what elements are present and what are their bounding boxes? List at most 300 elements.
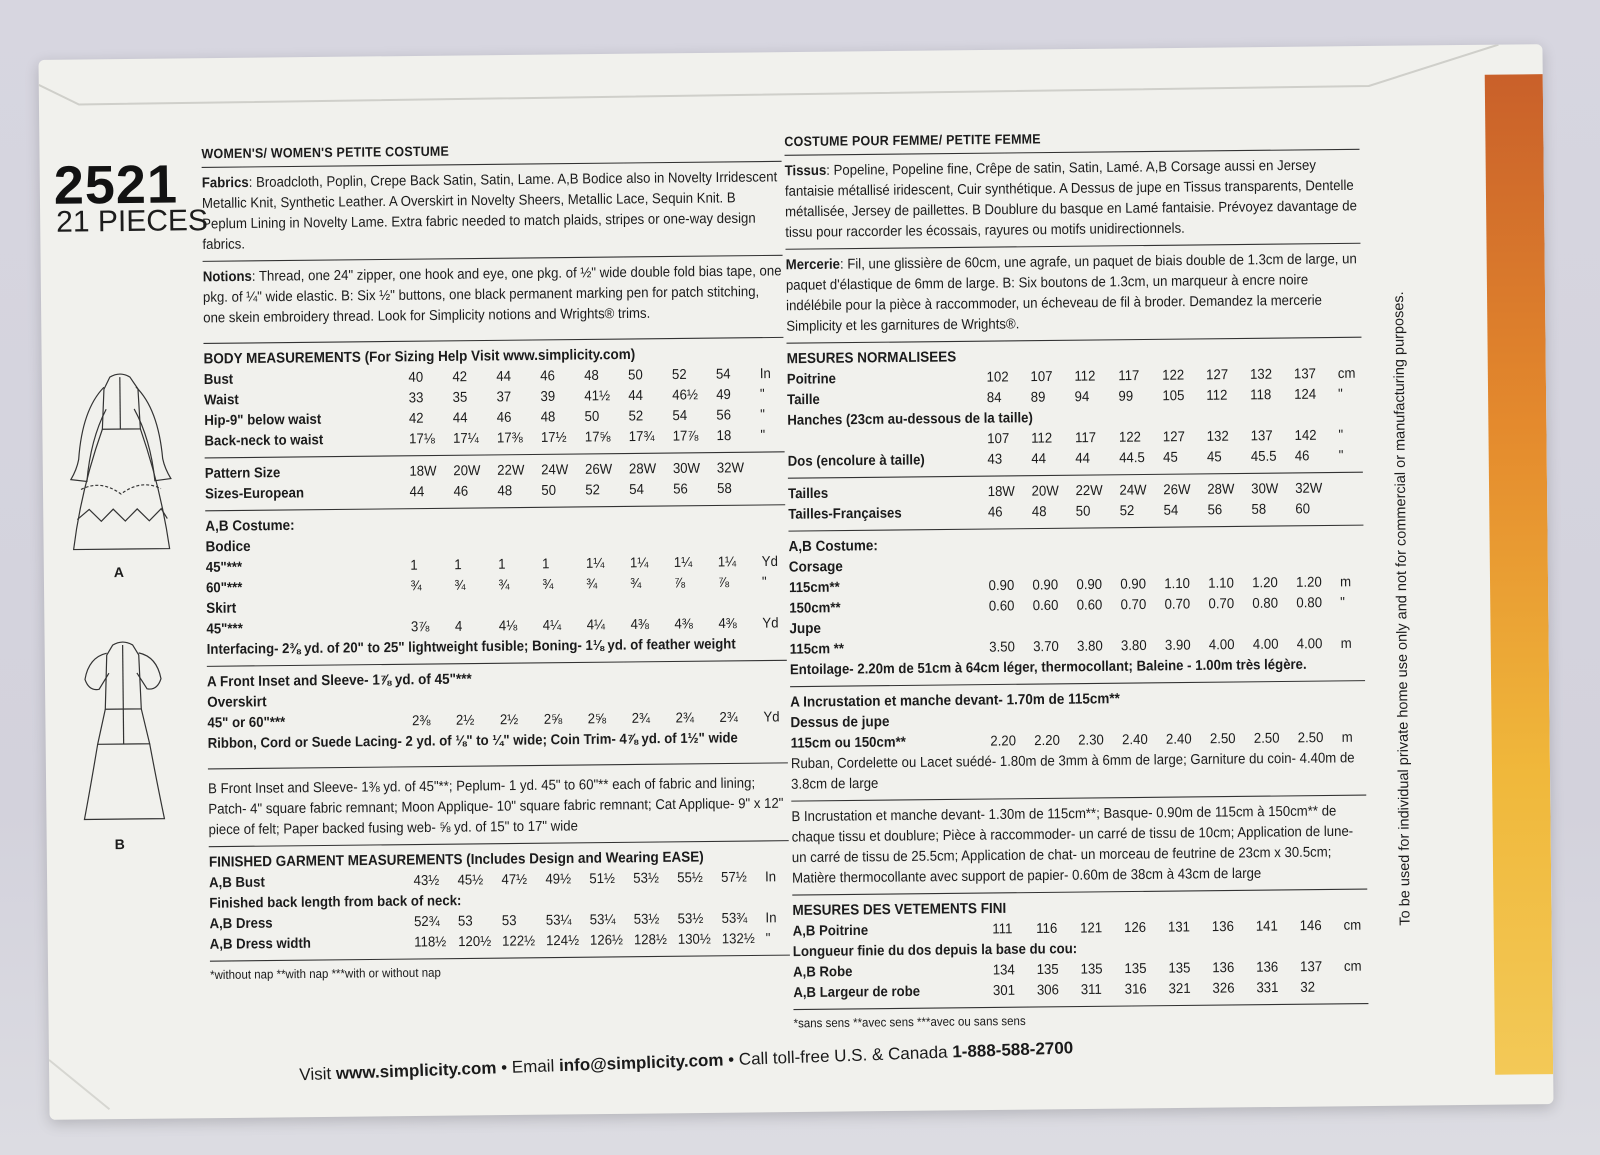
cell-value: ¾ <box>630 574 642 592</box>
cell-value: 2¾ <box>719 708 738 726</box>
cell-value: 0.90 <box>1032 576 1059 593</box>
cell-value: 142 <box>1294 426 1317 444</box>
overskirt-label: Overskirt <box>207 693 267 711</box>
cell-value: 56 <box>716 406 732 423</box>
costume-title: A,B Costume: <box>205 516 295 535</box>
cell-value: 136 <box>1256 958 1279 976</box>
row-label: 115cm** <box>788 578 840 596</box>
cell-value: 17¼ <box>452 429 479 447</box>
cell-value: 40 <box>408 368 424 386</box>
cell-value: 44 <box>409 483 425 500</box>
cell-value: 53½ <box>633 869 660 886</box>
unit: " <box>759 385 765 402</box>
fabrics-paragraph <box>202 166 783 254</box>
fini-title: MESURES DES VETEMENTS FINI <box>792 899 1007 919</box>
unit <box>761 457 785 478</box>
cell-value: 135 <box>1124 959 1147 977</box>
cell-value: 107 <box>987 429 1010 447</box>
cell-value: 1¼ <box>585 554 605 572</box>
cell-value: 4.00 <box>1296 635 1323 652</box>
cell-value: 107 <box>1030 367 1053 385</box>
cell-value: 55½ <box>677 869 703 886</box>
cell-value: 51½ <box>589 869 616 887</box>
cell-value: 306 <box>1036 981 1059 998</box>
row-label: 150cm** <box>789 599 841 616</box>
cell-value: 46 <box>540 367 556 384</box>
row-label: Hanches (23cm au-dessous de la taille) <box>787 409 1033 429</box>
cell-value: 122½ <box>502 932 536 949</box>
skirt-label: Skirt <box>206 599 237 617</box>
row-label: Longueur finie du dos depuis la base du cou: <box>792 940 1078 960</box>
row-label: Tailles <box>787 484 829 502</box>
french-column <box>784 126 1368 1035</box>
unit: " <box>765 929 771 947</box>
cell-value: ⅞ <box>673 574 686 591</box>
fr-costume-title: A,B Costume: <box>788 537 878 555</box>
cell-value: 321 <box>1168 980 1191 997</box>
row-label: 115cm ou 150cm** <box>790 733 906 751</box>
cell-value: 20W <box>1031 482 1059 499</box>
cell-value: 48 <box>540 408 556 425</box>
cell-value: 124 <box>1294 385 1317 403</box>
row-label: Poitrine <box>786 370 837 387</box>
bodice-label: Bodice <box>205 537 251 555</box>
cell-value: 2.40 <box>1165 730 1192 747</box>
row-label: 45" or 60"*** <box>207 713 286 731</box>
cell-value: 54 <box>672 406 688 424</box>
cell-value: 0.60 <box>988 597 1015 614</box>
cell-value: 44 <box>1075 449 1091 467</box>
row-label: A,B Robe <box>792 963 853 980</box>
mercerie-label: Mercerie <box>785 255 841 273</box>
cell-value: 18 <box>716 427 732 444</box>
cell-value: 50 <box>628 366 643 383</box>
interfacing-text: Interfacing- 2⅜ yd. of 20" to 25" lightweight fusible; Boning- 1⅛ yd. of feather weight <box>206 635 736 658</box>
footer-visit: Visit <box>299 1063 337 1085</box>
cell-value: 48 <box>584 366 599 384</box>
unit <box>761 477 785 498</box>
row-label: A,B Dress width <box>209 934 311 952</box>
cell-value: 2⅝ <box>543 710 563 728</box>
jupe-label: Jupe <box>789 619 822 637</box>
footer-call: • Call toll-free U.S. & Canada <box>723 1042 953 1070</box>
cell-value: 2½ <box>455 711 475 729</box>
row-label: Hip-9" below waist <box>204 410 322 429</box>
cell-value: 0.90 <box>988 576 1015 594</box>
corsage-table <box>789 571 1364 618</box>
cell-value: 111 <box>992 920 1013 937</box>
cell-value: 52¾ <box>413 912 440 930</box>
cell-value: 24W <box>1119 481 1147 498</box>
cell-value: 17⅝ <box>584 428 611 445</box>
cell-value: 0.90 <box>1120 575 1147 592</box>
cell-value: 124½ <box>545 931 580 949</box>
unit: m <box>1341 728 1353 746</box>
cell-value: 126½ <box>589 931 624 949</box>
cell-value: 22W <box>1075 481 1103 499</box>
cell-value: 118½ <box>414 933 447 950</box>
cell-value: 126 <box>1123 918 1147 936</box>
row-label: Tailles-Françaises <box>788 504 902 522</box>
cell-value: 2½ <box>499 711 519 728</box>
cell-value: 2.40 <box>1121 730 1148 748</box>
cell-value: 1 <box>454 556 462 573</box>
cell-value: 26W <box>585 460 613 478</box>
unit: m <box>1339 573 1352 590</box>
usage-disclaimer: To be used for individual private home use only and not for commercial or manufacturing purposes. <box>1390 291 1414 926</box>
unit: " <box>1338 426 1344 443</box>
ruban-text: Ruban, Cordelette ou Lacet suédé- 1.80m de 3mm à 6mm de large; Garniture du coin- 4.40m de 3.8cm de large <box>790 749 1355 792</box>
row-label: A,B Dress <box>209 914 273 932</box>
cell-value: 326 <box>1212 979 1235 996</box>
cell-value: 331 <box>1256 979 1279 996</box>
unit: " <box>761 573 767 590</box>
row-label: Back-neck to waist <box>204 431 324 449</box>
ribbon-text: Ribbon, Cord or Suede Lacing- 2 yd. of ⅛" to ¼" wide; Coin Trim- 4⅞ yd. of 1½" wide <box>207 729 738 752</box>
notions-paragraph <box>203 260 784 328</box>
cell-value: 141 <box>1255 917 1278 934</box>
view-b-label: B <box>114 836 125 853</box>
unit: Yd <box>762 614 779 631</box>
cell-value: 46½ <box>672 386 698 403</box>
row-label: 115cm ** <box>789 640 845 657</box>
cell-value: 26W <box>1163 481 1191 498</box>
cell-value: 53 <box>457 912 473 929</box>
cell-value: 2.30 <box>1078 731 1104 748</box>
fini-table <box>793 914 1369 1002</box>
row-label: Waist <box>203 391 239 408</box>
cell-value: 17⅛ <box>409 430 435 447</box>
cell-value: 47½ <box>501 870 528 888</box>
cell-value: 41½ <box>584 387 611 404</box>
cell-value: 39 <box>540 387 556 405</box>
cell-value: 48 <box>497 482 513 499</box>
cell-value: 2.50 <box>1297 729 1324 746</box>
cell-value: 53¼ <box>589 911 616 928</box>
cell-value: 137 <box>1250 427 1273 444</box>
cell-value: 102 <box>986 368 1009 385</box>
cell-value: 120½ <box>458 932 492 950</box>
tissus-paragraph <box>785 154 1361 242</box>
cell-value: 30W <box>672 459 701 477</box>
english-column <box>201 138 790 986</box>
cell-value: 17⅞ <box>672 427 699 444</box>
unit <box>1339 498 1363 519</box>
a-front-inset-title: A Front Inset and Sleeve- 1⅞ yd. of 45"*** <box>206 670 472 690</box>
cell-value: 112 <box>1031 429 1053 446</box>
cell-value: 2⅝ <box>587 710 607 727</box>
cell-value: 1¼ <box>629 554 649 571</box>
cell-value: 52 <box>628 407 644 424</box>
cell-value: 57½ <box>721 868 747 886</box>
row-label <box>787 428 987 451</box>
unit: In <box>759 365 771 382</box>
pattern-envelope <box>38 44 1553 1120</box>
body-measurements-title: BODY MEASUREMENTS (For Sizing Help Visit www.simplicity.com) <box>203 345 636 367</box>
cell-value: 136 <box>1211 917 1234 935</box>
cell-value: 43 <box>987 450 1003 467</box>
cell-value: 3.70 <box>1033 637 1059 655</box>
cell-value: 44 <box>452 409 468 426</box>
cell-value: 130½ <box>677 930 711 948</box>
row-label: A,B Largeur de robe <box>793 982 921 1001</box>
finished-measurements-table <box>209 866 790 954</box>
cell-value: 105 <box>1162 387 1185 404</box>
cell-value: 45 <box>1162 448 1178 466</box>
fabrics-text: : Broadcloth, Poplin, Crepe Back Satin, Satin, Lame. A,B Bodice also in Novelty Irridescent Metallic Knit, Synthetic Leather. A Overskirt in Novelty Sheers, Metallic Lace, Sequin Knit. B Peplum Lining in Novelty Lame. Extra fabric needed to match plaids, stripes or one-way design fabrics. <box>201 168 778 253</box>
cell-value: 53¼ <box>545 911 572 928</box>
cell-value: 1.10 <box>1164 574 1191 592</box>
cell-value: 54 <box>715 365 731 382</box>
footer-email-prefix: • Email <box>496 1056 560 1078</box>
cell-value: 1¼ <box>717 553 737 570</box>
cell-value: 42 <box>452 368 468 385</box>
cell-value: 3.90 <box>1164 636 1191 654</box>
footer-phone: 1-888-588-2700 <box>951 1038 1074 1062</box>
cell-value: 53½ <box>677 910 704 927</box>
row-label: 60"*** <box>205 579 243 596</box>
cell-value: 4¼ <box>586 616 606 633</box>
cell-value: 121 <box>1080 919 1103 936</box>
notions-label: Notions <box>202 267 252 285</box>
cell-value: 37 <box>496 388 512 405</box>
cell-value: 0.70 <box>1120 595 1147 613</box>
unit: " <box>1337 385 1343 402</box>
view-b-illustration <box>63 638 185 829</box>
cell-value: 0.70 <box>1164 595 1191 612</box>
cell-value: 2.20 <box>990 732 1017 749</box>
cell-value: 20W <box>453 462 481 479</box>
row-label: 45"*** <box>206 620 243 637</box>
cell-value: 53 <box>501 912 517 929</box>
cell-value: 0.60 <box>1076 596 1103 613</box>
row-label: Finished back length from back of neck: <box>209 892 462 911</box>
cell-value: 44 <box>1031 450 1047 467</box>
cell-value: 311 <box>1080 980 1102 998</box>
pattern-size-table <box>205 457 785 504</box>
cell-value: 52 <box>585 481 601 498</box>
cell-value: 0.80 <box>1252 594 1279 612</box>
unit: cm <box>1343 916 1362 934</box>
cell-value: 45.5 <box>1250 447 1277 465</box>
french-footnote: *sans sens **avec sens ***avec ou sans sens <box>793 1015 1026 1031</box>
cell-value: 136 <box>1212 959 1235 976</box>
cell-value: 44 <box>496 367 512 385</box>
cell-value: 127 <box>1162 428 1185 445</box>
unit: Yd <box>761 552 778 570</box>
cell-value: 112 <box>1074 367 1096 384</box>
cell-value: 137 <box>1293 365 1317 382</box>
cell-value: 30W <box>1251 480 1279 497</box>
cell-value: 52 <box>1119 502 1135 519</box>
cell-value: 56 <box>673 480 688 497</box>
cell-value: 122 <box>1118 428 1142 446</box>
cell-value: 94 <box>1074 388 1090 405</box>
unit: " <box>1338 447 1344 464</box>
finished-measurements-title: FINISHED GARMENT MEASUREMENTS (Includes Design and Wearing EASE) <box>208 848 704 870</box>
footer-website-link[interactable]: www.simplicity.com <box>335 1058 497 1083</box>
cell-value: 2¾ <box>675 709 694 726</box>
unit: " <box>760 406 765 423</box>
cell-value: 33 <box>408 389 424 406</box>
french-title: COSTUME POUR FEMME/ PETITE FEMME <box>784 126 1359 156</box>
cell-value: 50 <box>541 481 557 499</box>
cell-value: 18W <box>409 462 437 480</box>
cell-value: 132 <box>1249 365 1273 383</box>
cell-value: 0.70 <box>1208 595 1235 612</box>
cell-value: 17⅜ <box>496 429 523 446</box>
cell-value: 3⅞ <box>410 618 430 635</box>
footer-email-link[interactable]: info@simplicity.com <box>558 1050 724 1076</box>
row-label: A,B Poitrine <box>792 921 869 939</box>
cell-value: 135 <box>1168 959 1191 976</box>
tissus-label: Tissus <box>784 161 827 179</box>
row-label: Dos (encolure à taille) <box>787 451 925 470</box>
cell-value: 1 <box>410 556 418 573</box>
cell-value: 132 <box>1206 427 1229 445</box>
cell-value: 118 <box>1250 386 1272 403</box>
cell-value: 32W <box>1295 479 1323 497</box>
cell-value: 43½ <box>413 871 440 889</box>
unit: cm <box>1337 364 1356 382</box>
cell-value: 54 <box>629 480 644 498</box>
cell-value: 3.50 <box>989 638 1015 655</box>
cell-value: 48 <box>1031 503 1047 520</box>
cell-value: 56 <box>1207 501 1223 518</box>
a-incrustation-title: A Incrustation et manche devant- 1.70m de 115cm** <box>790 690 1120 710</box>
cell-value: 134 <box>992 961 1015 978</box>
cell-value: 45 <box>1206 448 1222 465</box>
cell-value: 4⅜ <box>674 615 693 632</box>
cell-value: 1.20 <box>1252 574 1278 591</box>
cell-value: 2.50 <box>1253 729 1280 747</box>
cell-value: 4⅛ <box>498 617 518 634</box>
cell-value: 35 <box>452 388 468 406</box>
body-measurements-table <box>204 363 785 451</box>
b-front-inset-text: B Front Inset and Sleeve- 1⅜ yd. of 45"**; Peplum- 1 yd. 45" to 60"** each of fabric and lining; Patch- 4" square fabric remnant; Moon Applique- 10" square fabric remnant; Cat Applique- 9" x 12" piece of felt; Paper backed fusing web- ⅝ yd. of 15" to 17" wide <box>208 774 784 838</box>
cell-value: 46 <box>496 408 512 426</box>
cell-value: 1.20 <box>1296 573 1322 591</box>
cell-value: 53¾ <box>721 909 748 927</box>
b-incrustation-text: B Incrustation et manche devant- 1.30m de 115cm**; Basque- 0.90m de 115cm à 150cm** de chaque tissu et doublure; Pièce à raccommoder- un carré de tissu de 10cm; Application de lune- un carré de tissu de 25.5cm; Application de chat- un morceau de feutrine de 23cm x 30.5cm; Matière thermocollante avec support de papier- 0.60m de 38cm à 43cm de large <box>791 802 1354 886</box>
unit: cm <box>1343 957 1362 975</box>
tissus-text: : Popeline, Popeline fine, Crêpe de satin, Satin, Lamé. A,B Corsage aussi en Jersey fantaisie métallisé iridescent, Cuir synthétique. A Dessus de jupe en Tissus transparents, Dentelle métallisée, Jersey de paillettes. B Doublure du basque en Lamé fantaisie. Prévoyez davantage de tissu pour raccorder les écossais, rayures ou motifs unidirectionnels. <box>784 156 1357 241</box>
cell-value: 44.5 <box>1119 449 1145 466</box>
entoilage-text: Entoilage- 2.20m de 51cm à 64cm léger, thermocollant; Baleine - 1.00m très légère. <box>789 655 1307 678</box>
mercerie-paragraph <box>786 248 1362 336</box>
cell-value: 46 <box>453 482 469 500</box>
cell-value: 28W <box>1207 480 1235 498</box>
cell-value: 46 <box>1294 447 1310 464</box>
english-title: WOMEN'S/ WOMEN'S PETITE COSTUME <box>201 138 781 168</box>
cell-value: 127 <box>1206 366 1229 383</box>
cell-value: 53½ <box>633 910 660 928</box>
cell-value: 3.80 <box>1120 637 1147 654</box>
english-footnote: *without nap **with nap ***with or without nap <box>210 966 441 983</box>
unit: In <box>765 909 777 926</box>
row-label: Taille <box>787 390 820 408</box>
cell-value: ¾ <box>586 575 598 592</box>
cell-value: 22W <box>497 461 525 479</box>
cell-value: 44 <box>628 386 644 404</box>
cell-value: 0.60 <box>1032 596 1059 614</box>
cell-value: 32 <box>1300 978 1316 996</box>
tailles-table <box>788 477 1363 524</box>
mesures-table <box>787 363 1363 472</box>
cell-value: ¾ <box>498 576 510 593</box>
cell-value: 4⅜ <box>718 614 737 632</box>
cell-value: 316 <box>1124 980 1147 997</box>
bodice-table <box>206 551 786 598</box>
contact-footer <box>299 1038 1074 1085</box>
cell-value: 122 <box>1162 366 1185 384</box>
cell-value: 49 <box>716 385 731 403</box>
cell-value: 131 <box>1167 918 1191 935</box>
row-label: Bust <box>203 370 234 388</box>
view-a-label: A <box>113 564 125 581</box>
unit: Yd <box>763 708 780 725</box>
unit: In <box>764 868 777 885</box>
dessus-label: Dessus de jupe <box>790 713 890 731</box>
cell-value: 58 <box>1251 500 1267 518</box>
cell-value: 4¼ <box>542 616 562 634</box>
row-label: Pattern Size <box>204 464 281 482</box>
unit: " <box>1340 593 1346 611</box>
notions-text: : Thread, one 24" zipper, one hook and eye, one pkg. of ½" wide double fold bias tape, one pkg. of ¼" wide elastic. B: Six ½" buttons, one black permanent marking pen for patch stitching, one skein embroidery thread. Look for Simplicity notions and Wrights® trims. <box>202 262 782 326</box>
cell-value: 46 <box>987 503 1003 520</box>
cell-value: 2⅜ <box>411 712 431 729</box>
cell-value: 0.90 <box>1076 575 1103 593</box>
cell-value: 89 <box>1030 388 1046 405</box>
cell-value: ¾ <box>410 577 422 594</box>
cell-value: 45½ <box>457 871 484 888</box>
unit <box>1339 477 1363 498</box>
cell-value: 135 <box>1080 960 1103 977</box>
unit: m <box>1340 634 1352 652</box>
mesures-title: MESURES NORMALISEES <box>786 348 957 367</box>
cell-value: 4⅜ <box>630 615 650 633</box>
cell-value: 18W <box>987 482 1015 500</box>
cell-value: 4 <box>454 617 463 635</box>
cell-value: 52 <box>671 365 687 383</box>
cell-value: 4.00 <box>1208 636 1235 653</box>
cell-value: 24W <box>541 461 569 478</box>
cell-value: 49½ <box>545 870 572 887</box>
cell-value: 1 <box>498 555 506 573</box>
cell-value: ¾ <box>454 576 466 594</box>
row-label: Sizes-European <box>204 484 305 502</box>
cell-value: ⅞ <box>717 573 730 591</box>
fabrics-label: Fabrics <box>201 173 249 191</box>
cell-value: 1.10 <box>1208 574 1234 592</box>
cell-value: 54 <box>1163 501 1179 519</box>
cell-value: 42 <box>408 409 424 427</box>
piece-count: 21 PIECES <box>56 204 209 239</box>
cell-value: 3.80 <box>1076 637 1103 654</box>
cell-value: 2.20 <box>1034 731 1060 749</box>
cell-value: ¾ <box>542 575 554 593</box>
cell-value: 50 <box>1075 502 1091 519</box>
cell-value: 1 <box>542 555 550 572</box>
view-a-illustration <box>60 368 182 559</box>
cell-value: 50 <box>584 407 600 425</box>
cell-value: 2¾ <box>631 709 651 727</box>
mercerie-text: : Fil, une glissière de 60cm, une agrafe, un paquet de biais double de 1.3cm de large, un paquet d'élastique de 6mm de large. B: Six boutons de 1.3cm, un marqueur à encre noire indélébile pour la pièce à raccommoder, un écheveau de fil à broder. Demandez la mercerie Simplicity et les garnitures de Wrights®. <box>785 250 1357 335</box>
cell-value: 17¾ <box>628 427 655 445</box>
corsage-label: Corsage <box>788 558 843 575</box>
cell-value: 128½ <box>633 931 668 948</box>
cell-value: 0.80 <box>1296 594 1323 611</box>
